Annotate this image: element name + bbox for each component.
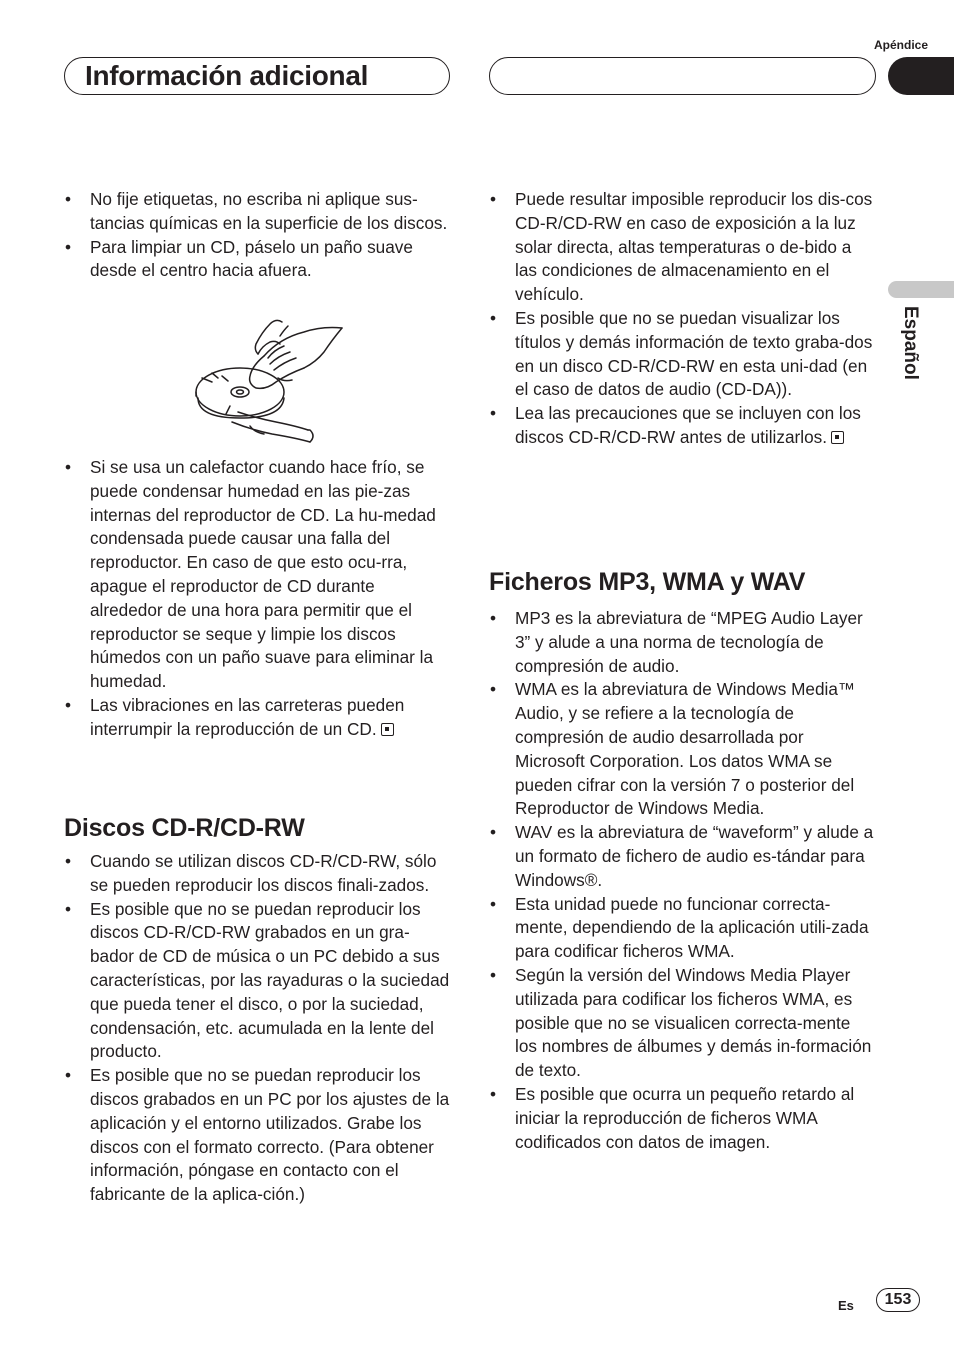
list-item: • Si se usa un calefactor cuando hace frío, se puede condensar humedad en las pie-zas internas del reproductor de CD. La hu-medad condensada puede causar una falla del reproductor. En caso de que esto ocu-rra, apague el reproductor de CD durante alrededor de una hora para permitir que el reproductor se seque y limpie los discos húmedos con un paño suave para eliminar la humedad.	[64, 456, 452, 694]
list-item: • Esta unidad puede no funcionar correcta-mente, dependiendo de la aplicación utili-zada para codificar ficheros WMA.	[489, 893, 877, 964]
left-intro-list	[64, 188, 452, 283]
list-item: • WMA es la abreviatura de Windows Media™ Audio, y se refiere a la tecnología de compresión de audio desarrollada por Microsoft Corporation. Los datos WMA se pueden cifrar con la versión 7 o posterior del Reproductor de Windows Media.	[489, 678, 877, 821]
list-item: • Es posible que ocurra un pequeño retardo al iniciar la reproducción de ficheros WMA codificados con datos de imagen.	[489, 1083, 877, 1154]
list-item-text: Las vibraciones en las carreteras pueden interrumpir la reproducción de un CD.	[90, 694, 405, 739]
language-tab	[898, 306, 928, 396]
section-cdr-list-container	[64, 850, 452, 1207]
section-title: Información adicional	[85, 60, 369, 91]
left-intro-list-container	[64, 188, 452, 283]
list-item	[64, 694, 452, 742]
end-mark-icon	[831, 431, 844, 444]
language-tab-label: Español	[900, 306, 921, 380]
list-item: • Para limpiar un CD, páselo un paño suave desde el centro hacia afuera.	[64, 236, 452, 284]
section-mp3	[489, 567, 877, 597]
appendix-label: Apéndice	[873, 38, 928, 52]
section-header	[64, 57, 450, 95]
section-cdr-list	[64, 850, 452, 1207]
right-intro-list	[489, 188, 877, 450]
end-mark-icon	[381, 723, 394, 736]
section-mp3-list-container	[489, 607, 877, 1154]
chapter-tab	[888, 57, 954, 95]
list-item: • Es posible que no se puedan reproducir los discos grabados en un PC por los ajustes de la aplicación y el entorno utilizados. Grabe los discos con el formato correcto. (Para obtener información, póngase en contacto con el fabricante de la aplica-ción.)	[64, 1064, 452, 1207]
cd-wipe-icon	[192, 318, 352, 444]
list-item	[489, 402, 877, 450]
list-item: • Es posible que no se puedan visualizar los títulos y demás información de texto graba-dos en un disco CD-R/CD-RW en esta uni-dad (en el caso de datos de audio (CD-DA)).	[489, 307, 877, 402]
right-intro-list-container	[489, 188, 877, 450]
footer-language-code: Es	[838, 1298, 854, 1313]
list-item: • Cuando se utilizan discos CD-R/CD-RW, sólo se pueden reproducir los discos finali-zados.	[64, 850, 452, 898]
list-item: • Es posible que no se puedan reproducir los discos CD-R/CD-RW grabados en un gra-bador de CD de música o un PC debido a sus características, por las rayaduras o la suciedad que pueda tener el disco, o por la suciedad, condensación, etc. acumulada en la lente del producto.	[64, 898, 452, 1065]
left-after-figure-list	[64, 456, 452, 742]
list-item: • MP3 es la abreviatura de “MPEG Audio Layer 3” y alude a una norma de tecnología de compresión de audio.	[489, 607, 877, 678]
section-mp3-list	[489, 607, 877, 1154]
left-after-figure-list-container	[64, 456, 452, 742]
list-item: • No fije etiquetas, no escriba ni aplique sus-tancias químicas en la superficie de los discos.	[64, 188, 452, 236]
list-item: • Puede resultar imposible reproducir los dis-cos CD-R/CD-RW en caso de exposición a la luz solar directa, altas temperaturas o de-bido a las condiciones de almacenamiento en el vehículo.	[489, 188, 877, 307]
list-item: • WAV es la abreviatura de “waveform” y alude a un formato de fichero de audio es-tándar para Windows®.	[489, 821, 877, 892]
list-item: • Según la versión del Windows Media Player utilizada para codificar los ficheros WMA, es posible que no se visualicen correcta-mente los nombres de álbumes y demás in-formación de texto.	[489, 964, 877, 1083]
page-number: 153	[876, 1288, 920, 1312]
section-heading: Discos CD-R/CD-RW	[64, 814, 305, 842]
section-cdr	[64, 813, 452, 843]
cd-cleaning-illustration	[192, 318, 352, 444]
language-tab-marker	[888, 281, 954, 298]
list-item-text: Lea las precauciones que se incluyen con los discos CD-R/CD-RW antes de utilizarlos.	[515, 403, 861, 447]
header-empty-box	[489, 57, 876, 95]
section-heading: Ficheros MP3, WMA y WAV	[489, 568, 806, 596]
